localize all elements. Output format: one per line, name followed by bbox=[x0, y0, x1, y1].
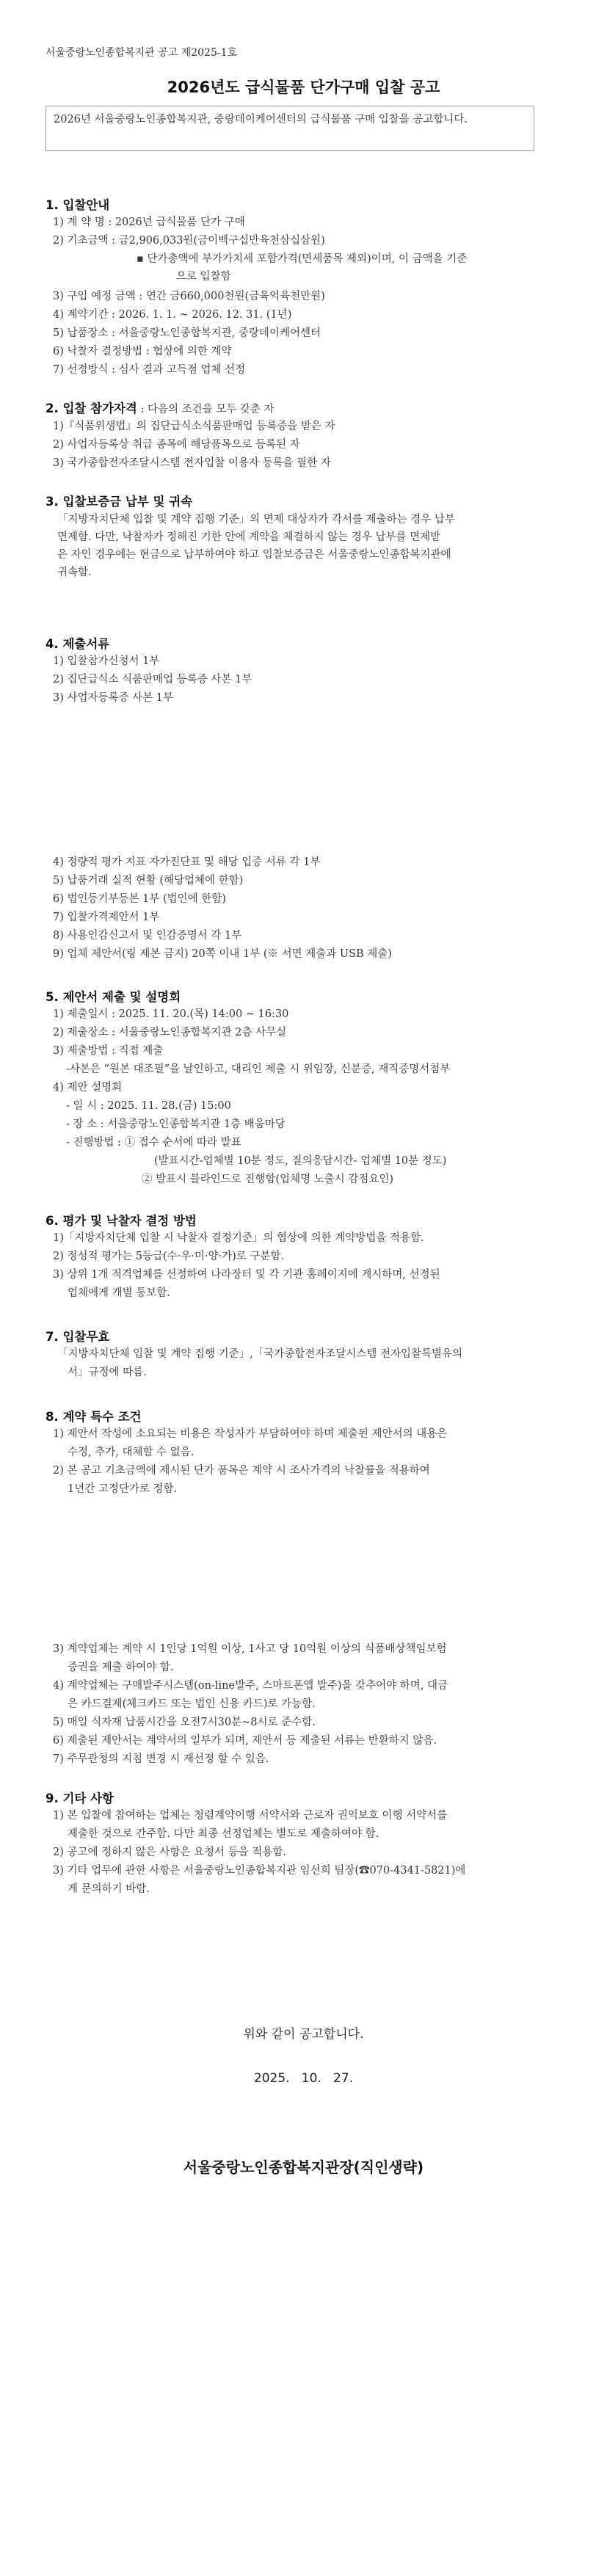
s9-item-3: 3) 기타 업무에 관한 사항은 서울중랑노인종합복지관 임선희 팀장(☎070-4341-5821)에 bbox=[53, 1865, 466, 1877]
s5-briefing-process: - 진행방법 : ① 접수 순서에 따라 발표 bbox=[66, 1137, 241, 1149]
s9-item-2: 2) 공고에 정하지 않은 사항은 요청서 등을 적용함. bbox=[53, 1847, 286, 1858]
section-8-heading: 8. 계약 특수 조건 bbox=[46, 1410, 142, 1424]
s5-submit-method-note: -사본은 “원본 대조필”을 날인하고, 대리인 제출 시 위임장, 신분증, 재직증명서첨부 bbox=[66, 1063, 451, 1075]
s1-base-amount-note: ▪ 단가총액에 부가가치세 포함가격(면세품목 제외)이며, 이 금액을 기준 bbox=[137, 253, 468, 265]
s5-briefing-place: - 장 소 : 서울중랑노인종합복지관 1층 배움마당 bbox=[66, 1118, 286, 1130]
issuer-signature: 서울중랑노인종합복지관장(직인생략) bbox=[183, 2158, 424, 2176]
s4-item-3: 3) 사업자등록증 사본 1부 bbox=[53, 692, 173, 704]
s8-item-2: 2) 본 공고 기초금액에 제시된 단가 품목은 계약 시 조사가격의 낙찰률을 적용하여 bbox=[53, 1465, 430, 1477]
s8-item-6: 6) 제출된 제안서는 계약서의 일부가 되며, 제안서 등 제출된 서류는 반환하지 않음. bbox=[53, 1735, 437, 1747]
s1-base-amount: 2) 기초금액 : 금2,906,033원(금이백구십만육천삼십삼원) bbox=[53, 235, 325, 247]
s8-item-7: 7) 주무관청의 지침 변경 시 재선정 할 수 있음. bbox=[53, 1753, 269, 1765]
s6-item-3-cont: 업체에게 개별 통보함. bbox=[68, 1287, 170, 1299]
s1-selection-method: 7) 선정방식 : 심사 결과 고득점 업체 선정 bbox=[53, 364, 246, 376]
s8-item-4: 4) 계약업체는 구매발주시스템(on-line발주, 스마트폰앱 발주)을 갖추어야 하며, 대금 bbox=[53, 1680, 448, 1692]
section-3-heading: 3. 입찰보증금 납부 및 귀속 bbox=[46, 495, 193, 509]
s1-planned-amount: 3) 구입 예정 금액 : 연간 금660,000천원(금육억육천만원) bbox=[53, 291, 325, 302]
section-2-heading: 2. 입찰 참가자격 : 다음의 조건을 모두 갖춘 자 bbox=[46, 401, 275, 415]
section-5-heading: 5. 제안서 제출 및 설명회 bbox=[46, 990, 181, 1004]
s7-line-2: 서」규정에 따름. bbox=[68, 1367, 147, 1378]
s6-item-2: 2) 정성적 평가는 5등급(수·우·미·양·가)로 구분함. bbox=[53, 1251, 285, 1262]
s4-item-8: 8) 사용인감신고서 및 인감증명서 각 1부 bbox=[53, 930, 242, 942]
s8-item-5: 5) 매일 식자재 납품시간을 오전7시30분~8시로 준수함. bbox=[53, 1717, 316, 1728]
s5-briefing-process-note: (발표시간-업체별 10분 정도, 질의응답시간- 업체별 10분 정도) bbox=[154, 1155, 447, 1167]
s4-item-9: 9) 업체 제안서(링 제본 금지) 20쪽 이내 1부 (※ 서면 제출과 USB 제출) bbox=[53, 948, 392, 960]
s8-item-3-cont: 증권을 제출 하여야 함. bbox=[68, 1662, 174, 1673]
s1-base-amount-note-cont: 으로 입찰함 bbox=[176, 271, 231, 283]
s7-line-1: 「지방자치단체 입찰 및 계약 집행 기준」,「국가종합전자조달시스템 전자입찰특별유의 bbox=[57, 1348, 462, 1360]
intro-box: 2026년 서울중랑노인종합복지관, 중랑데이케어센터의 급식물품 구매 입찰을 공고합니다. bbox=[46, 106, 534, 151]
s2-item-3: 3) 국가종합전자조달시스템 전자입찰 이용자 등록을 필한 자 bbox=[53, 457, 331, 469]
s9-item-1-cont: 제출한 것으로 간주함. 다만 최종 선정업체는 별도로 제출하여야 함. bbox=[68, 1828, 379, 1840]
section-1-heading: 1. 입찰안내 bbox=[46, 198, 110, 212]
s5-submit-method: 3) 제출방법 : 직접 제출 bbox=[53, 1045, 164, 1057]
s3-line-3: 은 자인 경우에는 현금으로 납부하여야 하고 입찰보증금은 서울중랑노인종합복지관에 bbox=[57, 549, 451, 561]
s8-item-2-cont: 1년간 고정단가로 정함. bbox=[68, 1483, 178, 1495]
closing-statement: 위와 같이 공고합니다. bbox=[243, 2027, 364, 2042]
s1-contract-name: 1) 계 약 명 : 2026년 급식물품 단가 구매 bbox=[53, 217, 245, 228]
s2-item-2: 2) 사업자등록상 취급 종목에 해당품목으로 등록된 자 bbox=[53, 439, 300, 451]
s8-item-1: 1) 제안서 작성에 소요되는 비용은 작성자가 부담하여야 하며 제출된 제안서의 내용은 bbox=[53, 1428, 448, 1440]
s4-item-7: 7) 입찰가격제안서 1부 bbox=[53, 912, 160, 923]
section-7-heading: 7. 입찰무효 bbox=[46, 1330, 110, 1344]
s1-winner-method: 6) 낙찰자 결정방법 : 협상에 의한 계약 bbox=[53, 346, 232, 357]
s4-item-5: 5) 납품거래 실적 현황 (해당업체에 한함) bbox=[53, 875, 244, 887]
s4-item-4: 4) 정량적 평가 지표 자가진단표 및 해당 입증 서류 각 1부 bbox=[53, 856, 321, 868]
s3-line-1: 「지방자치단체 입찰 및 계약 집행 기준」의 면제 대상자가 각서를 제출하는 경우 납부 bbox=[57, 514, 455, 525]
s5-briefing-date: - 일 시 : 2025. 11. 28.(금) 15:00 bbox=[66, 1100, 231, 1112]
section-6-heading: 6. 평가 및 낙찰자 결정 방법 bbox=[46, 1214, 197, 1228]
s2-item-1: 1)『식품위생법』의 집단급식소식품판매업 등록증을 받은 자 bbox=[53, 421, 335, 432]
s5-briefing-process-2: ② 발표시 블라인드로 진행함(업체명 노출시 감점요인) bbox=[142, 1174, 394, 1185]
s5-submit-place: 2) 제출장소 : 서울중랑노인종합복지관 2층 사무실 bbox=[53, 1027, 287, 1038]
s8-item-1-cont: 수정, 추가, 대체할 수 없음. bbox=[68, 1447, 195, 1458]
s3-line-2: 면제함. 다만, 낙찰자가 정해진 기한 안에 계약을 체결하지 않는 경우 납부를 면제받 bbox=[57, 531, 441, 543]
notice-date: 2025. 10. 27. bbox=[253, 2071, 354, 2086]
s8-item-3: 3) 계약업체는 계약 시 1인당 1억원 이상, 1사고 당 10억원 이상의 식품배상책임보험 bbox=[53, 1643, 447, 1655]
section-9-heading: 9. 기타 사항 bbox=[46, 1791, 114, 1805]
section-4-heading: 4. 제출서류 bbox=[46, 637, 110, 651]
s5-submit-datetime: 1) 제출일시 : 2025. 11. 20.(목) 14:00 ~ 16:30 bbox=[53, 1008, 289, 1020]
s9-item-3-cont: 게 문의하기 바람. bbox=[68, 1883, 150, 1895]
s4-item-2: 2) 집단급식소 식품판매업 등록증 사본 1부 bbox=[53, 674, 252, 685]
s3-line-4: 귀속함. bbox=[57, 567, 92, 578]
s4-item-1: 1) 입찰참가신청서 1부 bbox=[53, 655, 160, 667]
s1-contract-period: 4) 계약기간 : 2026. 1. 1. ~ 2026. 12. 31. (1년) bbox=[53, 309, 292, 321]
page-title: 2026년도 급식물품 단가구매 입찰 공고 bbox=[167, 79, 440, 96]
s6-item-3: 3) 상위 1개 적격업체를 선정하여 나라장터 및 각 기관 홈페이지에 게시하며, 선정된 bbox=[53, 1269, 440, 1281]
s1-delivery-place: 5) 납품장소 : 서울중랑노인종합복지관, 중랑데이케어센터 bbox=[53, 327, 321, 339]
s5-briefing: 4) 제안 설명회 bbox=[53, 1082, 123, 1094]
document-number: 서울중랑노인종합복지관 공고 제2025-1호 bbox=[46, 47, 238, 59]
s4-item-6: 6) 법인등기부등본 1부 (법인에 한함) bbox=[53, 893, 226, 905]
s9-item-1: 1) 본 입찰에 참여하는 업체는 청렴계약이행 서약서와 근로자 권익보호 이행 서약서를 bbox=[53, 1810, 448, 1822]
s8-item-4-cont: 은 카드결제(체크카드 또는 법인 신용 카드)로 가능함. bbox=[68, 1698, 316, 1710]
s6-item-1: 1)「지방자치단체 입찰 시 낙찰자 결정기준」의 협상에 의한 계약방법을 적용함. bbox=[53, 1232, 424, 1244]
